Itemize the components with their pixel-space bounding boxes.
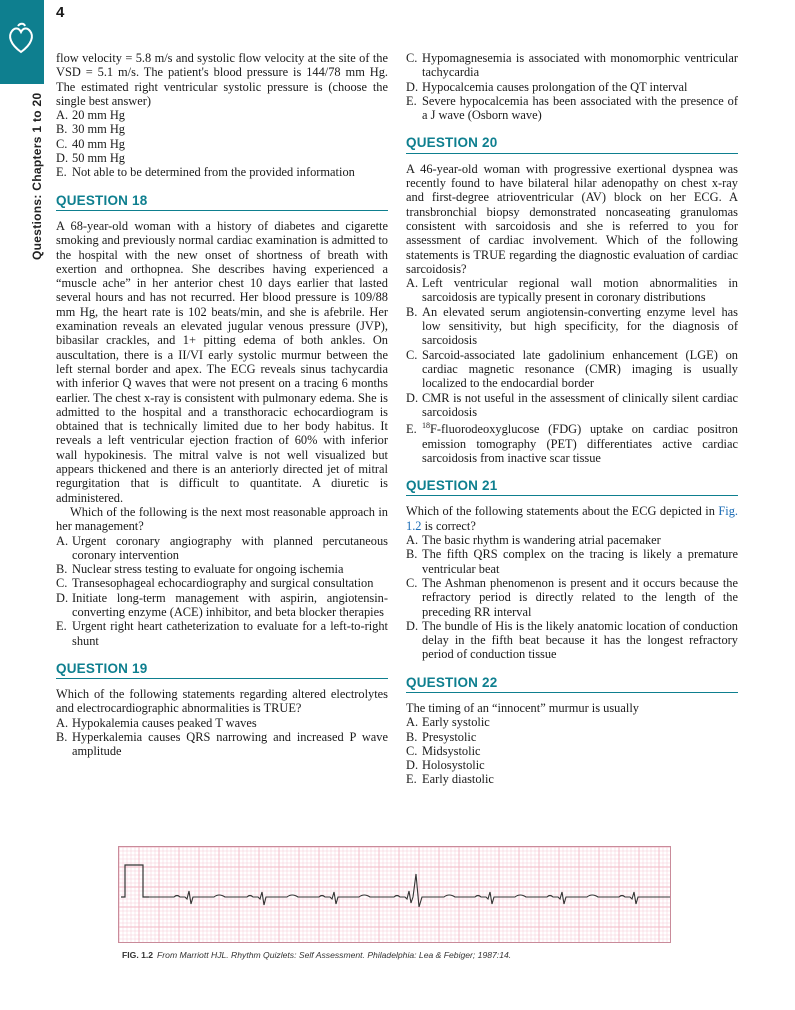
q19-stem: Which of the following statements regarding altered electrolytes and electrocardiographic abnormalities is TRUE? xyxy=(56,687,388,716)
option-text: The fifth QRS complex on the tracing is likely a premature ventricular beat xyxy=(422,547,738,576)
option-text: Left ventricular regional wall motion abnormalities in sarcoidosis are typically present in coronary distributions xyxy=(422,276,738,305)
option-letter: D. xyxy=(406,79,419,94)
question-20-heading: QUESTION 20 xyxy=(406,136,738,153)
chapter-tab xyxy=(0,0,44,84)
q17-option-b[interactable] xyxy=(56,122,388,136)
option-letter: A. xyxy=(406,715,419,730)
option-letter: C. xyxy=(56,136,68,151)
question-22-heading: QUESTION 22 xyxy=(406,676,738,693)
q20-option-a[interactable] xyxy=(406,276,738,305)
q20-option-c[interactable] xyxy=(406,348,738,391)
option-letter: D. xyxy=(406,390,419,405)
option-text: Hypocalcemia causes prolongation of the QT interval xyxy=(422,79,688,94)
q18-question: Which of the following is the next most reasonable approach in her management? xyxy=(56,504,388,534)
q19-option-d[interactable] xyxy=(406,80,738,94)
q18-option-b[interactable] xyxy=(56,562,388,576)
option-text: CMR is not useful in the assessment of clinically silent cardiac sarcoidosis xyxy=(422,390,738,419)
option-letter: B. xyxy=(406,547,418,562)
q18-option-e[interactable] xyxy=(56,619,388,648)
q19-option-c[interactable] xyxy=(406,51,738,80)
option-letter: D. xyxy=(406,758,419,773)
section-sidebar xyxy=(30,90,50,260)
q20-option-e[interactable] xyxy=(406,419,738,465)
q21-options xyxy=(406,533,738,662)
option-letter: C. xyxy=(406,51,418,65)
option-text: The Ashman phenomenon is present and it occurs because the refractory period is directly related to the length of the preceding RR interval xyxy=(422,575,738,619)
q18-option-d[interactable] xyxy=(56,591,388,620)
q22-options xyxy=(406,715,738,786)
figure-caption-text: From Marriott HJL. Rhythm Quizlets: Self Assessment. Philadelphia: Lea & Febiger; 1987:14. xyxy=(157,950,512,960)
option-letter: E. xyxy=(406,93,417,108)
q18-option-a[interactable] xyxy=(56,534,388,563)
option-letter: C. xyxy=(406,575,418,590)
option-letter: E. xyxy=(406,772,417,787)
q19-option-e[interactable] xyxy=(406,94,738,123)
option-letter: A. xyxy=(56,533,69,548)
option-text: Not able to be determined from the provided information xyxy=(72,165,355,180)
option-text: 20 mm Hg xyxy=(72,108,126,123)
option-letter: A. xyxy=(56,108,69,123)
option-text: Holosystolic xyxy=(422,758,485,773)
figure-label: FIG. 1.2 xyxy=(122,950,154,960)
option-text: Severe hypocalcemia has been associated with the presence of a J wave (Osborn wave) xyxy=(422,93,738,123)
option-text: Early diastolic xyxy=(422,772,494,787)
option-letter: C. xyxy=(406,743,418,758)
q21-stem xyxy=(406,504,738,533)
left-column xyxy=(56,51,388,759)
q22-option-e[interactable] xyxy=(406,772,738,786)
option-letter: B. xyxy=(56,730,68,745)
option-letter: B. xyxy=(56,122,68,137)
q19-option-b[interactable] xyxy=(56,730,388,759)
option-text: Urgent right heart catheterization to evaluate for a left-to-right shunt xyxy=(72,619,388,648)
q17-options xyxy=(56,108,388,179)
question-21-heading: QUESTION 21 xyxy=(406,479,738,496)
option-letter: D. xyxy=(406,618,419,633)
q22-option-a[interactable] xyxy=(406,715,738,729)
figure-reference-link[interactable]: Fig. 1.2 xyxy=(406,504,738,533)
q21-option-a[interactable] xyxy=(406,533,738,547)
option-text: Hypokalemia causes peaked T waves xyxy=(72,715,257,730)
option-text: 30 mm Hg xyxy=(72,122,126,137)
q17-option-a[interactable] xyxy=(56,108,388,122)
q21-option-b[interactable] xyxy=(406,547,738,576)
q17-option-c[interactable] xyxy=(56,137,388,151)
option-letter: C. xyxy=(406,347,418,362)
q18-option-c[interactable] xyxy=(56,576,388,590)
option-text: Urgent coronary angiography with planned percutaneous coronary intervention xyxy=(72,533,388,562)
option-letter: A. xyxy=(56,715,69,730)
option-letter: D. xyxy=(56,151,69,166)
option-text: 40 mm Hg xyxy=(72,136,126,151)
ecg-figure xyxy=(118,846,671,943)
q19-options-continued xyxy=(406,51,738,122)
option-text: 50 mm Hg xyxy=(72,151,126,166)
q21-stem-after: is correct? xyxy=(421,518,476,533)
q21-option-c[interactable] xyxy=(406,576,738,619)
right-column xyxy=(406,51,738,787)
q18-stem: A 68-year-old woman with a history of diabetes and cigarette smoking and previously normal cardiac examination is admitted to the hospital with the new onset of shortness of breath with exertion and orthopnea. She describes having experienced a “muscle ache” in her anterior chest 10 days earlier that lasted several hours and has not recurred. Her blood pressure is 109/88 mm Hg, the heart rate is 102 beats/min, and she is afebrile. Her examination reveals an elevated jugular venous pressure (JVP), bibasilar crackles, and 1+ pitting edema of both ankles. On auscultation, there is a II/VI early systolic murmur between the left sternal border and apex. The ECG reveals sinus tachycardia with inferior Q waves that were not present on a tracing 6 months earlier. The chest x-ray is consistent with pulmonary edema. She is admitted to the hospital and a transthoracic echocardiogram is obtained that is technically limited due to her body habitus. It reveals a left ventricular ejection fraction of 60% with inferior wall hypokinesis. The mitral valve is not well visualized but appears thickened and there is an anteriorly directed jet of mitral regurgitation that is difficult to quantitate. A diuretic is administered. xyxy=(56,218,388,505)
heart-logo-icon xyxy=(6,22,36,56)
option-text: Presystolic xyxy=(422,729,477,744)
q22-stem: The timing of an “innocent” murmur is usually xyxy=(406,701,639,715)
section-label: Questions: Chapters 1 to 20 xyxy=(30,92,44,260)
option-text: F-fluorodeoxyglucose (FDG) uptake on cardiac positron emission tomography (PET) differentiates active cardiac sarcoidosis from inactive scar tissue xyxy=(422,422,738,465)
ecg-tracing xyxy=(119,847,670,942)
option-letter: A. xyxy=(406,276,419,291)
q22-option-d[interactable] xyxy=(406,758,738,772)
option-letter: C. xyxy=(56,576,68,591)
option-letter: B. xyxy=(406,304,418,319)
option-text: An elevated serum angiotensin-converting enzyme level has low sensitivity, but high specificity, for the diagnosis of sarcoidosis xyxy=(422,304,738,348)
q21-stem-before: Which of the following statements about the ECG depicted in xyxy=(406,504,719,519)
q19-options xyxy=(56,716,388,759)
q20-option-b[interactable] xyxy=(406,305,738,348)
option-letter: B. xyxy=(56,562,68,577)
option-letter: A. xyxy=(406,533,419,548)
option-letter: E. xyxy=(56,619,67,634)
option-text: Hyperkalemia causes QRS narrowing and increased P wave amplitude xyxy=(72,730,388,759)
option-text: Hypomagnesemia is associated with monomorphic ventricular tachycardia xyxy=(422,51,738,80)
option-letter: D. xyxy=(56,590,69,605)
q20-stem: A 46-year-old woman with progressive exertional dyspnea was recently found to have bilateral hilar adenopathy on chest x-ray and first-degree atrioventricular (AV) block on her ECG. A transbronchial biopsy demonstrated noncaseating granulomas consistent with sarcoidosis and she is referred to you for assessment of cardiac involvement. Which of the following statements is TRUE regarding the diagnostic evaluation of cardiac sarcoidosis? xyxy=(406,161,738,276)
option-text: Sarcoid-associated late gadolinium enhancement (LGE) on cardiac magnetic resonance (CMR) imaging is usually localized to the endocardial border xyxy=(422,347,738,391)
option-letter: B. xyxy=(406,729,418,744)
option-letter: E. xyxy=(406,422,417,437)
option-text: The basic rhythm is wandering atrial pacemaker xyxy=(422,533,661,548)
option-text: The bundle of His is the likely anatomic location of conduction delay in the fifth beat because it has the longest refractory period of conduction tissue xyxy=(422,618,738,662)
q21-option-d[interactable] xyxy=(406,619,738,662)
option-text: Nuclear stress testing to evaluate for ongoing ischemia xyxy=(72,562,344,577)
option-text: Initiate long-term management with aspirin, angiotensin-converting enzyme (ACE) inhibitor, and beta blocker therapies xyxy=(72,590,388,619)
option-text: Transesophageal echocardiography and surgical consultation xyxy=(72,576,374,591)
q17-option-e[interactable] xyxy=(56,165,388,179)
question-18-heading: QUESTION 18 xyxy=(56,194,388,211)
isotope-superscript: 18 xyxy=(422,421,430,431)
option-letter: E. xyxy=(56,165,67,180)
option-text: Midsystolic xyxy=(422,743,481,758)
q19-option-a[interactable] xyxy=(56,716,388,730)
q17-stem-tail: flow velocity = 5.8 m/s and systolic flow velocity at the site of the VSD = 5.1 m/s. The patient's blood pressure is 144/78 mm Hg. The estimated right ventricular systolic pressure is (choose the single best answer) xyxy=(56,51,388,108)
q20-option-d[interactable] xyxy=(406,391,738,420)
question-19-heading: QUESTION 19 xyxy=(56,662,388,679)
q22-option-b[interactable] xyxy=(406,730,738,744)
q22-option-c[interactable] xyxy=(406,744,738,758)
ecg-grid xyxy=(119,847,670,942)
page-number: 4 xyxy=(56,4,65,21)
q17-option-d[interactable] xyxy=(56,151,388,165)
option-text: Early systolic xyxy=(422,715,490,730)
q18-options xyxy=(56,534,388,648)
figure-caption xyxy=(122,950,682,960)
q20-options xyxy=(406,276,738,465)
